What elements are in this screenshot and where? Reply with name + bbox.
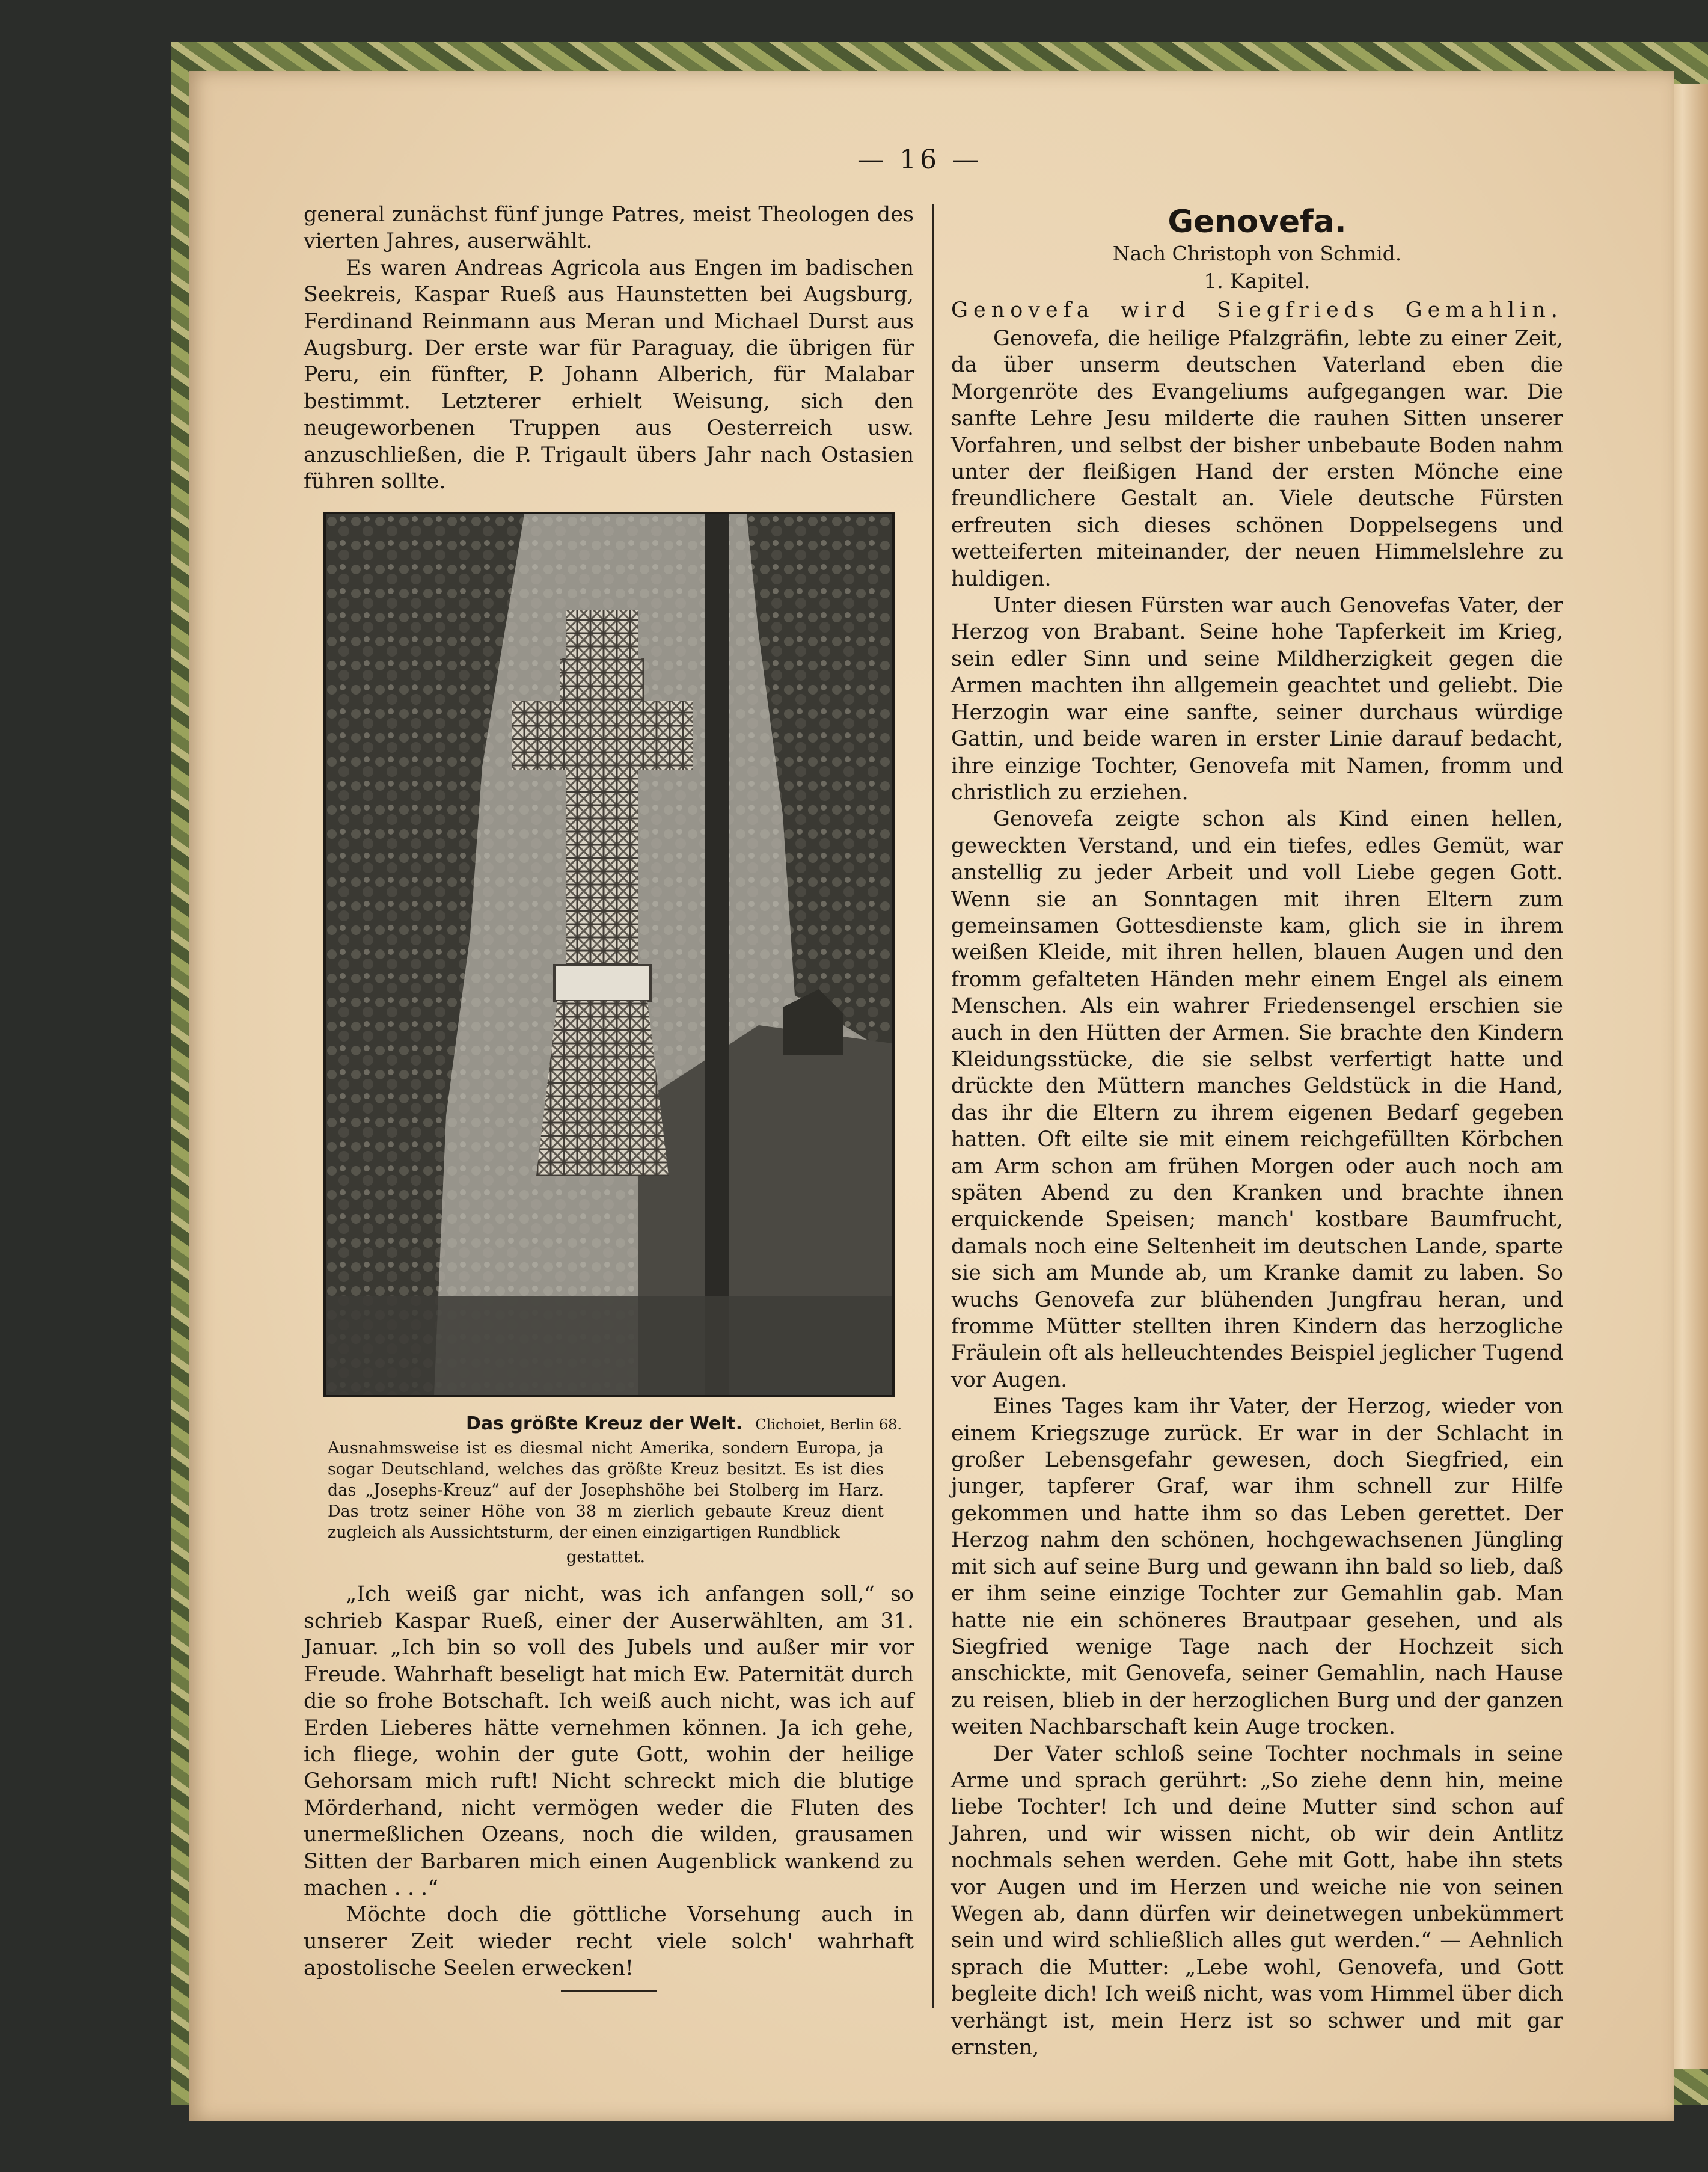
paragraph: Unter diesen Fürsten war auch Genovefas Vater, der Herzog von Brabant. Seine hohe Tapferkeit im Krieg, sein edler Sinn und seine Mildherzigkeit gegen die Armen machten ihn allgemein geachtet und geliebt. Die Herzogin war eine sanfte, seiner durchaus würdige Gattin, und beide waren in erster Linie darauf bedacht, ihre einzige Tochter, Genovefa mit Namen, fromm und christlich zu erziehen. — [951, 594, 1563, 805]
paragraph: Genovefa, die heilige Pfalzgräfin, lebte zu einer Zeit, da über unserm deutschen Vaterland eben die Morgenröte des Evangeliums aufgegangen war. Die sanfte Lehre Jesu milderte die rauhen Sitten unserer Vorfahren, und selbst der bisher unbebaute Boden nahm unter der fleißigen Hand der ersten Mönche eine freundlichere Gestalt an. Viele deutsche Fürsten erfreuten sich dieses schönen Doppelsegens und wetteiferten miteinander, der neuen Himmelslehre zu huldigen. — [951, 327, 1563, 591]
paragraph: Eines Tages kam ihr Vater, der Herzog, wieder von einem Kriegszuge zurück. Er war in der Schlacht in großer Lebensgefahr gewesen, doch Siegfried, ein junger, tapferer Graf, war ihm schnell zur Hilfe gekommen und hatte ihm so das Leben gerettet. Der Herzog nahm den schönen, hochgewachsenen Jüngling mit sich auf seine Burg und gewann ihn bald so lieb, daß er ihm seine einzige Tochter zur Gemahlin gab. Man hatte nie ein schöneres Brautpaar gesehen, und als Siegfried wenige Tage nach der Hochzeit sich anschickte, mit Genovefa, seiner Gemahlin, nach Hause zu reisen, blieb in der herzoglichen Burg und der ganzen weiten Nachbarschaft kein Auge trocken. — [951, 1394, 1563, 1740]
paragraph: Genovefa zeigte schon als Kind einen hellen, geweckten Verstand, und ein tiefes, edles Gemüt, war anstellig zu jeder Arbeit und voll Liebe gegen Gott. Wenn sie an Sonntagen mit ihren Eltern zum gemeinsamen Gottesdienste kam, glich sie in ihrem weißen Kleide, mit ihren hellen, blauen Augen und den fromm gefalteten Händen mehr einem Engel als einem Menschen. Als ein wahrer Friedensengel erschien sie auch in den Hütten der Armen. Sie brachte den Kindern Kleidungsstücke, die sie selbst verfertigt hatte und drückte den Müttern manches Geldstück in die Hand, das ihr die Eltern zu ihrem eigenen Bedarf gegeben hatten. Oft eilte sie mit einem reichgefüllten Körbchen am Arm schon am frühen Morgen oder auch noch am späten Abend zu den Kranken und brachte ihnen erquickende Speisen; manch' kostbare Baumfrucht, damals noch eine Seltenheit im deutschen Lande, sparte sie sich am Munde ab, um Kranke damit zu laben. So wuchs Genovefa zur blühenden Jungfrau heran, und fromme Mütter stellten ihren Kindern das herzogliche Fräulein oft als helleuchtendes Beispiel jeglicher Tugend vor Augen. — [951, 807, 1563, 1392]
story-title: Genovefa. — [1168, 204, 1347, 240]
chapter-number: 1. Kapitel. — [1204, 269, 1311, 293]
column-divider — [932, 204, 934, 2008]
photo-caption-title: Das größte Kreuz der Welt. — [466, 1413, 743, 1435]
paragraph: Der Vater schloß seine Tochter nochmals in seine Arme und sprach gerührt: „So ziehe denn hin, meine liebe Tochter! Ich und deine Mutter sind schon auf Jahren, und wir wissen nicht, ob wir dein Antlitz nochmals sehen werden. Gehe mit Gott, habe ihn stets vor Augen und im Herzen und weiche nie von seinen Wegen ab, dann dürfen wir deinetwegen unbekümmert sein und wird schließlich alles gut werden.“ — Aehnlich sprach die Mutter: „Lebe wohl, Genovefa, und Gott begleite dich! Ich weiß nicht, was vom Himmel über dich verhängt ist, mein Herz ist so schwer und mit gar ernsten, — [951, 1741, 1563, 2060]
end-rule — [561, 1990, 657, 1992]
paragraph: Es waren Andreas Agricola aus Engen im badischen Seekreis, Kaspar Rueß aus Haunstetten bei Augsburg, Ferdinand Reinmann aus Meran und Michael Durst aus Augsburg. Der erste war für Paraguay, die übrigen für Peru, ein fünfter, P. Johann Alberich, für Malabar bestimmt. Letzterer erhielt Weisung, sich den neugeworbenen Truppen aus Oesterreich usw. anzuschließen, die P. Trigault übers Jahr nach Ostasien führen sollte. — [304, 256, 914, 494]
cross-tower-photo — [323, 512, 895, 1397]
photo-credit: Clichoiet, Berlin 68. — [755, 1416, 902, 1434]
left-column — [304, 201, 914, 1992]
photo-caption-text: Ausnahmsweise ist es diesmal nicht Amerika, sondern Europa, ja sogar Deutschland, welches das größte Kreuz besitzt. Es ist dies das „Josephs-Kreuz“ auf der Josephshöhe bei Stolberg im Harz. Das trotz seiner Höhe von 38 m zierlich gebaute Kreuz dient zugleich als Aussichtsturm, der einen einzigartigen Rundblick — [328, 1439, 884, 1542]
story-subtitle: Nach Christoph von Schmid. — [1112, 242, 1402, 265]
right-column — [951, 201, 1563, 2061]
page-number: — 16 — — [857, 144, 982, 175]
photo-illustration — [326, 514, 892, 1395]
photo-caption-end: gestattet. — [566, 1548, 646, 1567]
chapter-title: Genovefa wird Siegfrieds Gemahlin. — [951, 298, 1563, 322]
photo-caption-header — [304, 1413, 914, 1434]
paragraph: „Ich weiß gar nicht, was ich anfangen soll,“ so schrieb Kaspar Rueß, einer der Auserwählten, am 31. Januar. „Ich bin so voll des Jubels und außer mir vor Freude. Wahrhaft beseligt hat mich Ew. Paternität durch die so frohe Botschaft. Ich weiß auch nicht, was ich auf Erden Lieberes hätte vernehmen können. Ja ich gehe, ich fliege, wohin der gute Gott, wohin der heilige Gehorsam mich ruft! Nicht schreckt mich die blutige Mörderhand, nicht vermögen weder die Fluten des unermeßlichen Ozeans, noch die wilden, grausamen Sitten der Barbaren mich einen Augenblick wankend zu machen . . .“ — [304, 1582, 914, 1900]
paragraph: general zunächst fünf junge Patres, meist Theologen des vierten Jahres, auserwählt. — [304, 203, 914, 254]
paragraph: Möchte doch die göttliche Vorsehung auch in unserer Zeit wieder recht viele solch' wahrhaft apostolische Seelen erwecken! — [304, 1903, 914, 1981]
